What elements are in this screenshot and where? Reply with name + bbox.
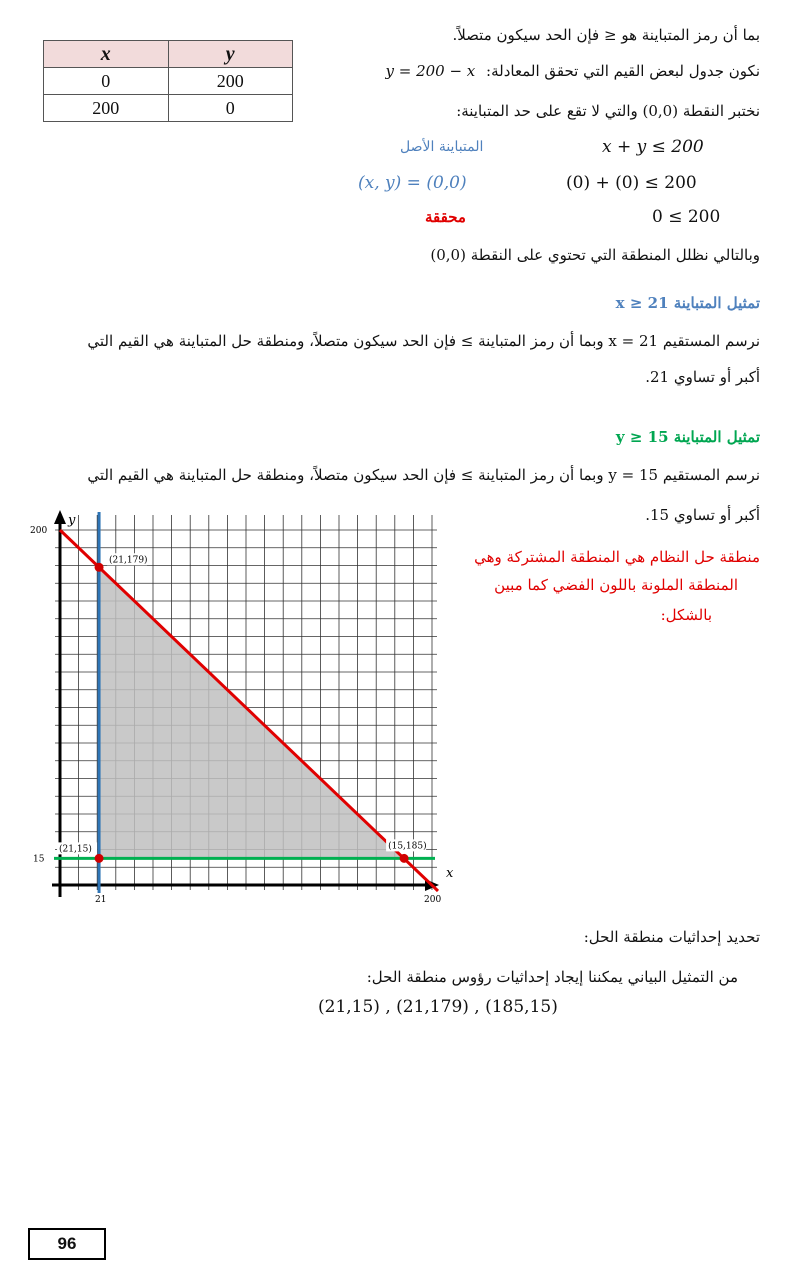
table-cell: 200 — [168, 68, 293, 95]
coords-heading: تحديد إحداثيات منطقة الحل: — [583, 928, 760, 946]
vertex-label: (21,179) — [109, 555, 148, 566]
equation-line: y = 200 − x — [385, 62, 476, 80]
values-table — [43, 40, 293, 122]
para-y-line-1: نرسم المستقيم y = 15 وبما أن رمز المتباينة ≥ فإن الحد سيكون متصلاً، ومنطقة حل المتباينة هي القيم التي — [87, 466, 760, 484]
table-cell: 200 — [44, 95, 169, 122]
original-inequality-label: المتباينة الأصل — [400, 139, 484, 155]
vertex-point — [95, 563, 104, 572]
vertex-point — [95, 854, 104, 863]
satisfied-label: محققة — [425, 208, 466, 226]
region-line-3: بالشكل: — [660, 606, 712, 624]
page-number: 96 — [28, 1228, 106, 1260]
table-header-y: y — [168, 41, 293, 68]
table-header-row — [44, 41, 293, 68]
x-axis-label: x — [446, 866, 454, 881]
y-axis-arrow — [54, 510, 66, 524]
table-cell: 0 — [44, 68, 169, 95]
coords-list: (21,15) , (21,179) , (185,15) — [318, 997, 558, 1017]
text-line-4: وبالتالي نظلل المنطقة التي تحتوي على النقطة (0,0) — [430, 246, 760, 264]
table-cell: 0 — [168, 95, 293, 122]
region-line-1: منطقة حل النظام هي المنطقة المشتركة وهي — [474, 548, 760, 566]
para-x-line-1: نرسم المستقيم x = 21 وبما أن رمز المتباينة ≥ فإن الحد سيكون متصلاً، ومنطقة حل المتباينة هي القيم التي — [87, 332, 760, 350]
text-line-2 — [385, 60, 760, 82]
text-line-3: نختبر النقطة (0,0) والتي لا تقع على حد المتباينة: — [456, 102, 760, 120]
simplified-inequality: 0 ≤ 200 — [652, 207, 721, 227]
region-line-2: المنطقة الملونة باللون الفضي كما مبين — [494, 576, 738, 594]
vertex-label: (15,185) — [388, 841, 427, 852]
heading-y-inequality: تمثيل المتباينة y ≥ 15 — [615, 428, 760, 446]
x-tick-label: 21 — [95, 895, 107, 905]
vertex-label: (21,15) — [59, 844, 92, 855]
y-tick-label: 15 — [33, 854, 45, 865]
text-line-1: بما أن رمز المتباينة هو ≤ فإن الحد سيكون متصلاً. — [452, 26, 760, 44]
solution-region-graph — [30, 510, 454, 920]
x-tick-label: 200 — [424, 895, 442, 905]
substitution: (0) + (0) ≤ 200 — [566, 173, 697, 193]
table-header-x: x — [44, 41, 169, 68]
para-y-line-2: أكبر أو تساوي 15. — [645, 506, 760, 524]
para-x-line-2: أكبر أو تساوي 21. — [645, 368, 760, 386]
table-row — [44, 68, 293, 95]
vertex-point — [400, 854, 409, 863]
coords-intro: من التمثيل البياني يمكننا إيجاد إحداثيات رؤوس منطقة الحل: — [366, 968, 738, 986]
y-axis-label: y — [68, 513, 76, 528]
original-inequality: x + y ≤ 200 — [602, 137, 704, 157]
table-row — [44, 95, 293, 122]
heading-x-inequality: تمثيل المتباينة x ≥ 21 — [615, 294, 760, 312]
test-point: (x, y) = (0,0) — [358, 173, 467, 193]
text-line-2-words: نكون جدول لبعض القيم التي تحقق المعادلة: — [486, 62, 760, 80]
y-tick-label: 200 — [30, 526, 48, 536]
